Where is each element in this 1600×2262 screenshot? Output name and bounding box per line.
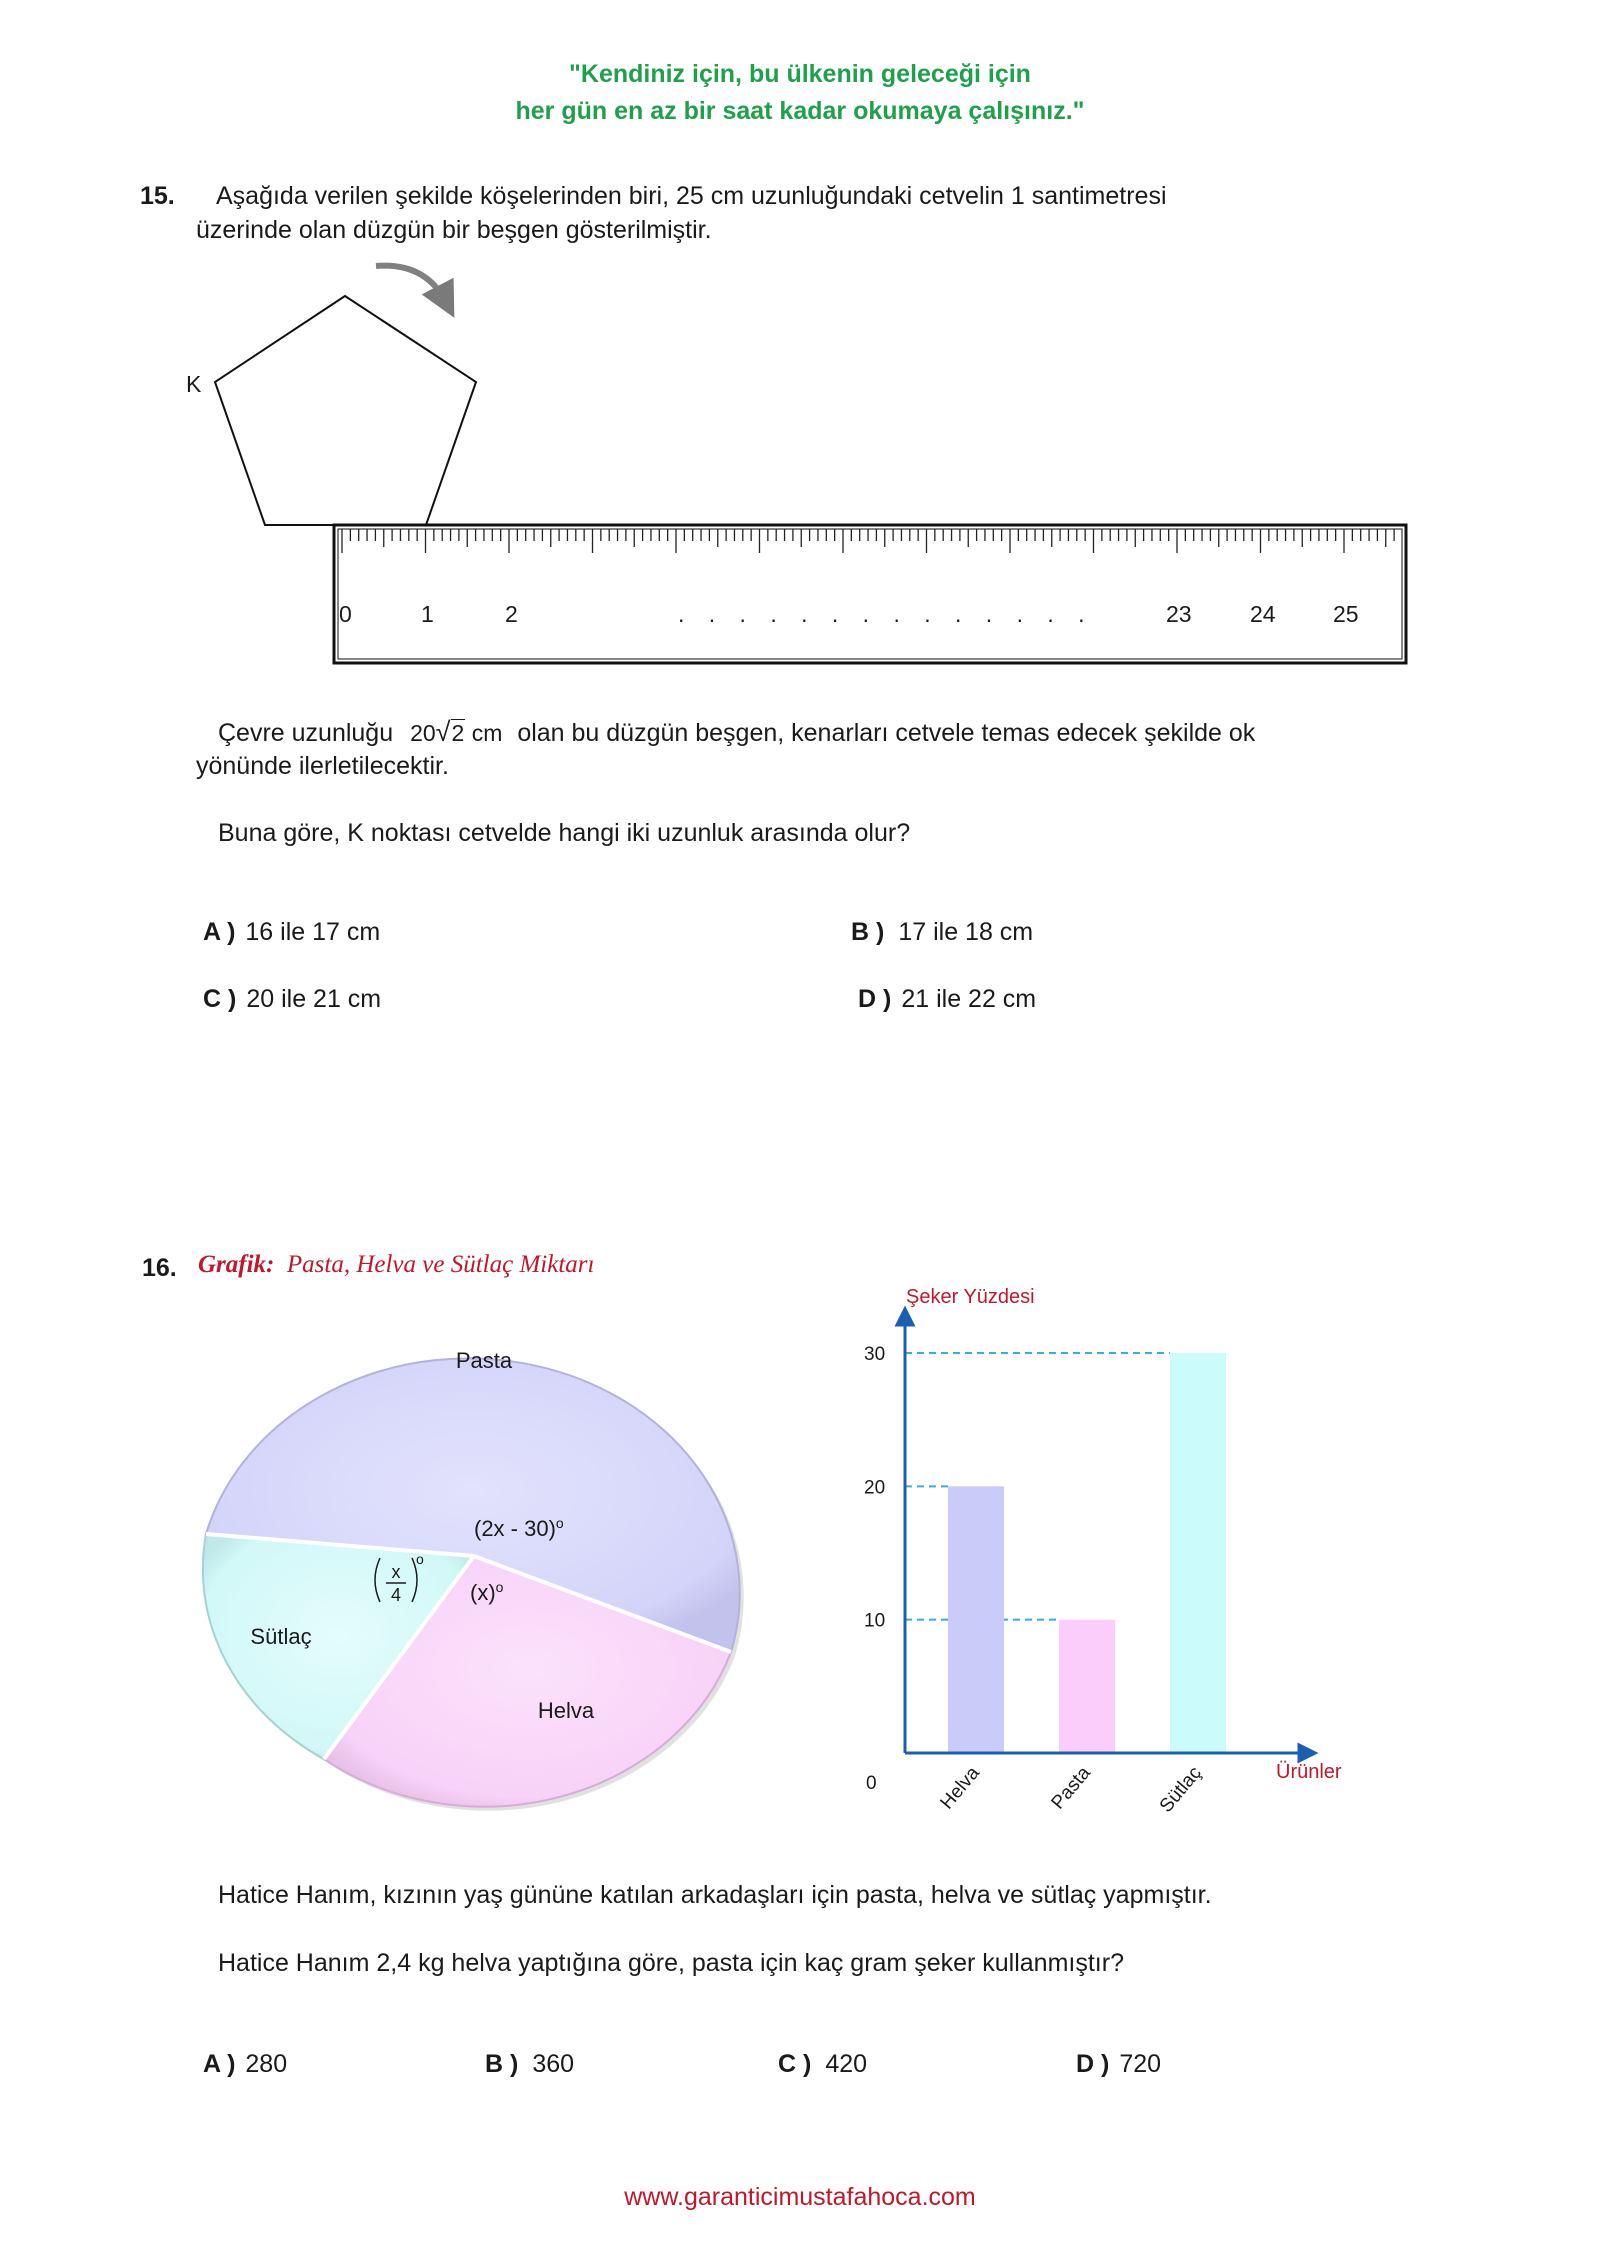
- perimeter-unit: cm: [471, 720, 503, 746]
- x-axis-title: Ürünler: [1276, 1761, 1342, 1783]
- perimeter-radicand: 2: [451, 720, 465, 746]
- q16-option-b[interactable]: [485, 2050, 574, 2079]
- rotation-arrow-icon: [376, 266, 446, 302]
- y-tick-30: 30: [864, 1344, 886, 1365]
- q16-option-c-text: 420: [825, 2050, 868, 2078]
- q15-option-c-text: 20 ile 21 cm: [246, 985, 382, 1013]
- perimeter-prefix: Çevre uzunluğu: [218, 719, 394, 747]
- bar-chart: [840, 1280, 1380, 1840]
- q15-option-a-letter: A ): [203, 918, 236, 946]
- q16-option-c[interactable]: [778, 2050, 867, 2079]
- question-15-text-line-2: üzerinde olan düzgün bir beşgen gösterilmiştir.: [196, 216, 712, 244]
- ruler-label-1: 1: [421, 601, 434, 627]
- q16-option-a[interactable]: [203, 2050, 287, 2079]
- bar-1: [948, 1486, 1004, 1753]
- pie-label-helva: Helva: [537, 1698, 595, 1723]
- vertex-k-label: K: [186, 371, 202, 397]
- chart-title-bold: Grafik:: [198, 1251, 275, 1278]
- x-tick-label-1: Helva: [936, 1762, 984, 1814]
- pentagon-ruler-figure: [0, 0, 1600, 700]
- perimeter-formula: [410, 715, 502, 750]
- perimeter-suffix: olan bu düzgün beşgen, kenarları cetvele temas edecek şekilde ok: [517, 719, 1256, 747]
- q16-option-b-letter: B ): [485, 2050, 519, 2078]
- ruler-body: [334, 525, 1406, 663]
- q15-option-c[interactable]: [203, 985, 381, 1014]
- pie-angle-pasta: [474, 1515, 564, 1541]
- pentagon-shape: [215, 296, 476, 525]
- x-tick-label-2: Pasta: [1047, 1762, 1095, 1814]
- bar-2: [1059, 1620, 1115, 1753]
- pie-angle-helva-expr: (x): [470, 1580, 496, 1605]
- chart-title: [198, 1251, 594, 1279]
- q16-option-d-text: 720: [1119, 2050, 1162, 2078]
- perimeter-coefficient: 20: [410, 720, 436, 746]
- bar-guides: [905, 1353, 1170, 1620]
- q15-option-b[interactable]: [851, 918, 1033, 947]
- q15-option-d-letter: D ): [858, 985, 892, 1013]
- bar-3: [1170, 1353, 1226, 1753]
- sqrt-icon: √: [435, 717, 451, 747]
- perimeter-paragraph-line-1: [218, 715, 1255, 750]
- ruler-label-25: 25: [1333, 601, 1359, 627]
- q16-option-a-letter: A ): [203, 2050, 236, 2078]
- question-15-number: 15.: [140, 182, 175, 210]
- pie-label-sutlac: Sütlaç: [250, 1624, 312, 1649]
- q15-option-a-text: 16 ile 17 cm: [245, 918, 381, 946]
- y-tick-10: 10: [864, 1610, 886, 1632]
- question-15-text-line-1: Aşağıda verilen şekilde köşelerinden biri, 25 cm uzunluğundaki cetvelin 1 santimetresi: [216, 182, 1167, 210]
- bar-ticks: [864, 1344, 885, 1632]
- q15-option-d-text: 21 ile 22 cm: [901, 985, 1037, 1013]
- q16-option-d[interactable]: [1076, 2050, 1161, 2079]
- pie-angle-pasta-degree: o: [555, 1515, 564, 1531]
- pie-angle-pasta-expr: (2x - 30): [474, 1516, 556, 1541]
- y-axis-title: Şeker Yüzdesi: [906, 1286, 1035, 1308]
- ruler-ellipsis: . . . . . . . . . . . . . .: [678, 601, 1094, 627]
- x-tick-label-3: Sütlaç: [1155, 1762, 1206, 1817]
- q15-option-b-letter: B ): [851, 918, 885, 946]
- y-tick-20: 20: [864, 1477, 886, 1499]
- motto-line-2: her gün en az bir saat kadar okumaya çalışınız.": [515, 97, 1085, 125]
- ruler-label-2: 2: [505, 601, 518, 627]
- q15-option-b-text: 17 ile 18 cm: [898, 918, 1034, 946]
- pie-angle-sutlac-numerator: x: [391, 1562, 401, 1582]
- chart-title-rest: Pasta, Helva ve Sütlaç Miktarı: [286, 1251, 595, 1278]
- motto-line-1: "Kendiniz için, bu ülkenin geleceği için: [569, 60, 1031, 88]
- ruler-label-0: 0: [339, 601, 352, 627]
- pie-label-pasta: Pasta: [455, 1348, 513, 1373]
- q16-option-d-letter: D ): [1076, 2050, 1110, 2078]
- q15-option-a[interactable]: [203, 918, 380, 947]
- ruler-label-23: 23: [1166, 601, 1192, 627]
- pie-chart: [190, 1300, 750, 1820]
- q16-option-a-text: 280: [245, 2050, 288, 2078]
- q15-option-c-letter: C ): [203, 985, 237, 1013]
- pie-angle-sutlac-denominator: 4: [390, 1585, 402, 1605]
- pie-angle-sutlac-degree: o: [416, 1551, 424, 1567]
- y-tick-0: 0: [866, 1773, 877, 1794]
- q16-option-c-letter: C ): [778, 2050, 812, 2078]
- bar-marks: [948, 1353, 1226, 1753]
- pie-angle-helva-degree: o: [495, 1579, 504, 1595]
- question-16-text-2: Hatice Hanım 2,4 kg helva yaptığına göre, pasta için kaç gram şeker kullanmıştır?: [218, 1949, 1124, 1977]
- perimeter-paragraph-line-2: yönünde ilerletilecektir.: [196, 752, 449, 780]
- bar-xlabels: [937, 1762, 1206, 1816]
- footer-url[interactable]: www.garanticimustafahoca.com: [624, 2183, 976, 2211]
- q15-option-d[interactable]: [858, 985, 1036, 1014]
- question-15-prompt: Buna göre, K noktası cetvelde hangi iki uzunluk arasında olur?: [218, 819, 911, 847]
- question-16-number: 16.: [142, 1254, 177, 1282]
- q16-option-b-text: 360: [532, 2050, 575, 2078]
- ruler-label-24: 24: [1250, 601, 1276, 627]
- question-16-text-1: Hatice Hanım, kızının yaş gününe katılan arkadaşları için pasta, helva ve sütlaç yapmıştır.: [218, 1881, 1212, 1909]
